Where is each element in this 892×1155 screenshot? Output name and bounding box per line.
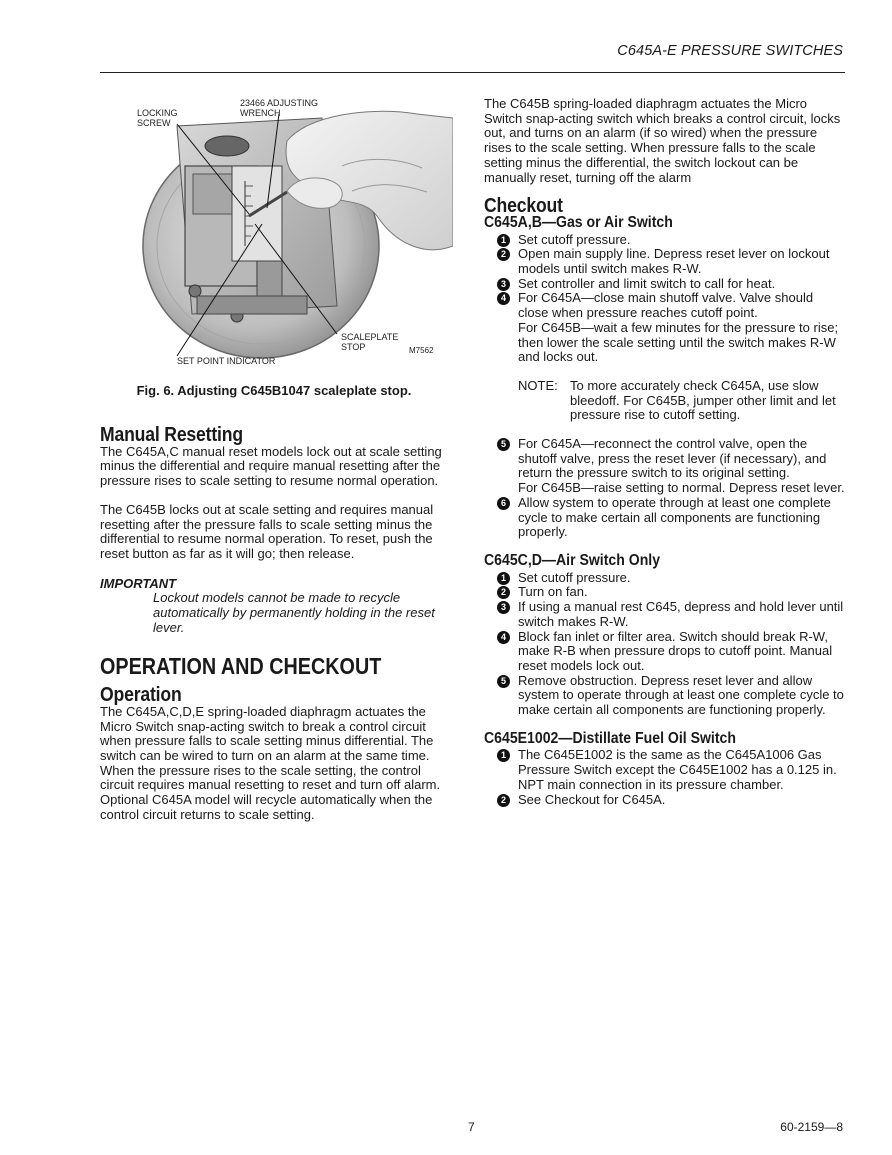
operation-checkout-heading: OPERATION AND CHECKOUT — [100, 653, 382, 680]
step-text: Open main supply line. Depress reset lever on lockout models until switch makes R-W. — [518, 246, 830, 277]
list-item — [484, 793, 846, 808]
list-item — [484, 496, 846, 540]
c645cd-heading: C645C,D—Air Switch Only — [484, 551, 661, 569]
list-item — [484, 291, 846, 365]
c645ab-steps-continued — [484, 437, 846, 540]
header-rule — [100, 72, 845, 73]
label-wrench-line2: WRENCH — [240, 108, 281, 118]
label-wrench-line1: 23466 ADJUSTING — [240, 98, 319, 108]
step-number-icon: 2 — [497, 586, 510, 599]
operation-text: The C645A,C,D,E spring-loaded diaphragm actuates the Micro Switch snap-acting switch to break a control circuit when pressure falls to scale setting minus differential. The switch can be wired to turn on an alarm at the same time. When the pressure rises to the scale setting, the control circuit requires manual resetting to reset and turn off alarm. Optional C645A model will recycle automatically when the control circuit returns to scale setting. — [100, 703, 441, 822]
right-column — [484, 97, 846, 807]
header-title: C645A-E PRESSURE SWITCHES — [617, 43, 843, 59]
c645b-intro: The C645B spring-loaded diaphragm actuates the Micro Switch snap-acting switch which breaks a control circuit, locks out, and turns on an alarm (if so wired) when the pressure rises to the scale setting. When pressure falls to the scale setting minus the differential, the switch lockout can be manually reset, turning off the alarm — [484, 96, 841, 185]
c645e-steps — [484, 748, 846, 807]
list-item — [484, 277, 846, 292]
step-number-icon: 5 — [497, 438, 510, 451]
list-item — [484, 630, 846, 674]
important-text: Lockout models cannot be made to recycle automatically by permanently holding in the reset lever. — [153, 590, 435, 635]
list-item — [484, 748, 846, 792]
label-locking-screw — [137, 108, 178, 128]
list-item — [484, 247, 846, 276]
step-number-icon: 1 — [497, 234, 510, 247]
figure-photo — [137, 96, 453, 368]
c645e-heading: C645E1002—Distillate Fuel Oil Switch — [484, 729, 736, 747]
list-item — [484, 600, 846, 629]
step-text: See Checkout for C645A. — [518, 791, 666, 807]
label-set-point-indicator: SET POINT INDICATOR — [177, 356, 276, 366]
figure-adjusting-scaleplate — [137, 96, 453, 368]
manual-resetting-p1: The C645A,C manual reset models lock out at scale setting minus the differential and require manual resetting after the pressure rises to scale setting to resume normal operation. — [100, 443, 442, 489]
step-text-secondary: For C645B—wait a few minutes for the pressure to rise; then lower the scale setting until the switch makes R-W and locks out. — [518, 319, 839, 365]
step-number-icon: 1 — [497, 749, 510, 762]
step-number-icon: 5 — [497, 675, 510, 688]
step-number-icon: 6 — [497, 497, 510, 510]
step-number-icon: 3 — [497, 278, 510, 291]
step-number-icon: 3 — [497, 601, 510, 614]
page-number: 7 — [468, 1120, 475, 1134]
list-item — [484, 437, 846, 496]
list-item — [484, 233, 846, 248]
step-text: Block fan inlet or filter area. Switch should break R-W, make R-B when pressure drops to cutoff point. Manual reset models lock out. — [518, 628, 833, 673]
document-number: 60-2159—8 — [780, 1120, 843, 1134]
label-locking-screw-line1: LOCKING — [137, 108, 178, 118]
step-text: For C645A—reconnect the control valve, open the shutoff valve, press the reset lever (if necessary), and return the pressure switch to its original setting. — [518, 436, 827, 481]
step-text: Set cutoff pressure. — [518, 569, 631, 585]
step-number-icon: 1 — [497, 572, 510, 585]
note-text: To more accurately check C645A, use slow bleedoff. For C645B, jumper other limit and let pressure rise to cutoff setting. — [570, 377, 836, 423]
step-number-icon: 4 — [497, 292, 510, 305]
step-number-icon: 2 — [497, 794, 510, 807]
operation-heading: Operation — [100, 684, 182, 707]
step-text: If using a manual rest C645, depress and hold lever until switch makes R-W. — [518, 599, 844, 629]
manual-resetting-heading: Manual Resetting — [100, 424, 243, 446]
list-item — [484, 585, 846, 600]
c645ab-heading: C645A,B—Gas or Air Switch — [484, 213, 673, 231]
label-scaleplate-line1: SCALEPLATE — [341, 332, 399, 342]
figure-caption: Fig. 6. Adjusting C645B1047 scaleplate stop. — [136, 383, 412, 398]
figure-code: M7562 — [409, 346, 434, 355]
step-text-secondary: For C645B—raise setting to normal. Depress reset lever. — [518, 480, 845, 496]
checkout-heading: Checkout — [484, 195, 563, 218]
c645cd-steps — [484, 571, 846, 718]
step-text: Allow system to operate through at least one complete cycle to make certain all components are functioning properly. — [518, 494, 831, 540]
important-label: IMPORTANT — [100, 575, 177, 591]
step-number-icon: 4 — [497, 631, 510, 644]
left-column — [100, 424, 448, 822]
step-text: The C645E1002 is the same as the C645A1006 Gas Pressure Switch except the C645E1002 has a 0.125 in. NPT main connection in its pressure chamber. — [518, 747, 837, 792]
label-scaleplate-stop — [341, 332, 398, 352]
step-text: Turn on fan. — [518, 584, 588, 600]
list-item — [484, 674, 846, 718]
note-block — [484, 379, 846, 423]
label-locking-screw-line2: SCREW — [137, 118, 171, 128]
note-label: NOTE: — [518, 377, 558, 393]
step-number-icon: 2 — [497, 248, 510, 261]
label-scaleplate-line2: STOP — [341, 342, 366, 352]
step-text: For C645A—close main shutoff valve. Valve should close when pressure reaches cutoff point. — [518, 290, 814, 321]
manual-resetting-p2: The C645B locks out at scale setting and requires manual resetting after the pressure falls to scale setting minus the differential to resume normal operation. To reset, push the reset button as far as it will go; then release. — [100, 501, 434, 561]
step-text: Set controller and limit switch to call for heat. — [518, 275, 776, 291]
c645ab-steps — [484, 233, 846, 365]
label-adjusting-wrench — [240, 98, 318, 118]
list-item — [484, 571, 846, 586]
step-text: Set cutoff pressure. — [518, 231, 631, 247]
step-text: Remove obstruction. Depress reset lever and allow system to operate through at least one complete cycle to make certain all components are functioning properly. — [518, 672, 844, 718]
